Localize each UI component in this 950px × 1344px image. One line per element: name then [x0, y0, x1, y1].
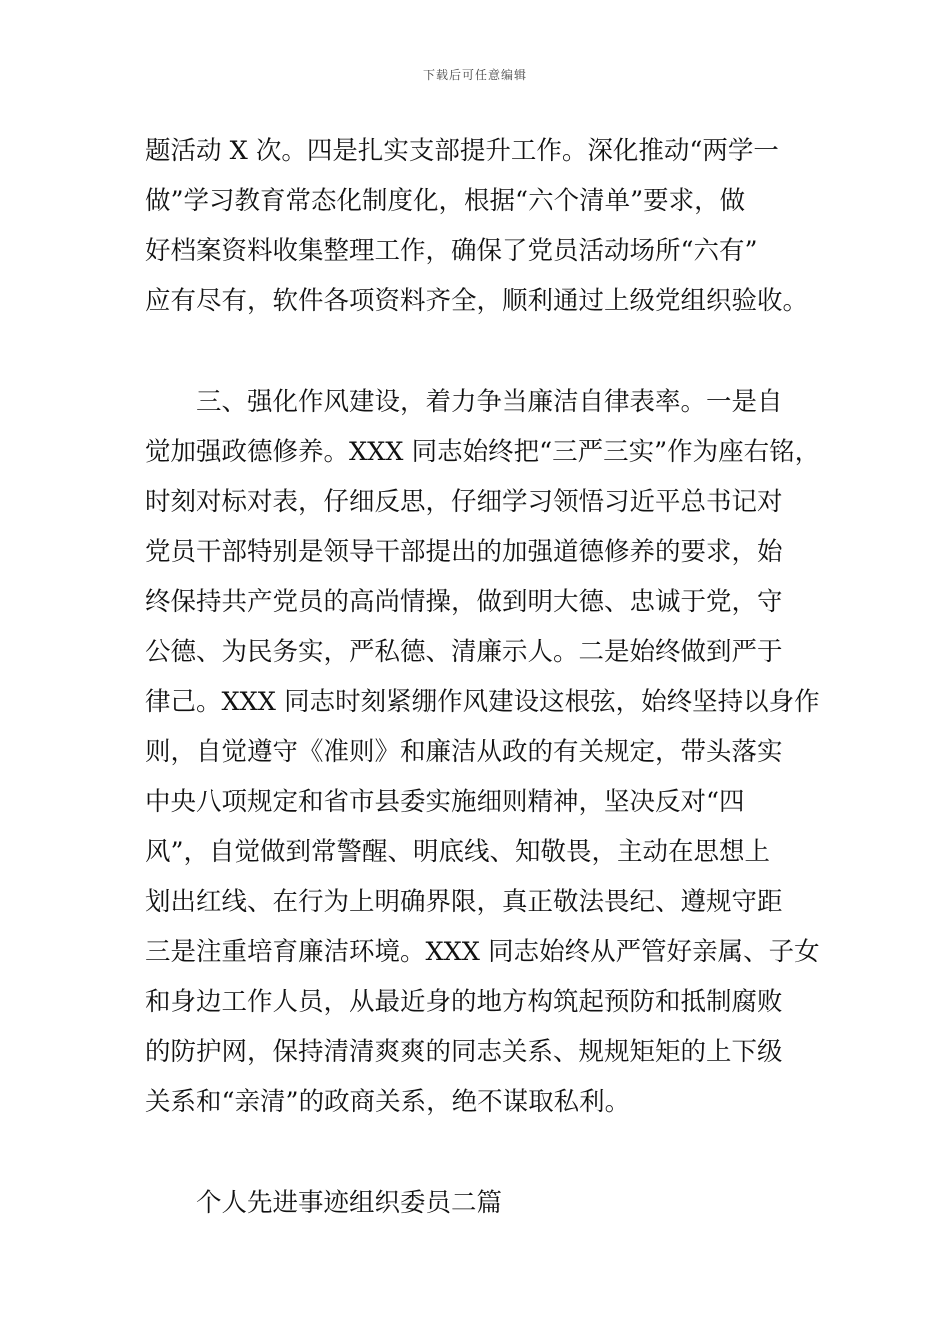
- text-line: 觉加强政德修养。XXX 同志始终把“三严三实”作为座右铭，: [145, 437, 821, 467]
- text-line: 风”，自觉做到常警醒、明底线、知敬畏，主动在思想上: [145, 837, 771, 867]
- paragraph-gap: [145, 326, 810, 377]
- text-line: 律己。XXX 同志时刻紧绷作风建设这根弦，始终坚持以身作: [145, 687, 820, 717]
- section-heading: 个人先进事迹组织委员二篇: [145, 1188, 503, 1218]
- text-line: 做”学习教育常态化制度化，根据“六个清单”要求，做: [145, 186, 746, 216]
- text-line: 应有尽有，软件各项资料齐全，顺利通过上级党组织验收。: [145, 286, 809, 316]
- text-line: 好档案资料收集整理工作，确保了党员活动场所“六有”: [145, 236, 758, 266]
- text-line: 和身边工作人员，从最近身的地方构筑起预防和抵制腐败: [145, 987, 783, 1017]
- page-header: 下载后可任意编辑: [422, 68, 527, 82]
- text-line: 时刻对标对表，仔细反思，仔细学习领悟习近平总书记对: [145, 487, 783, 517]
- text-line: 题活动 X 次。四是扎实支部提升工作。深化推动“两学一: [145, 136, 779, 166]
- paragraph-gap: [145, 1127, 810, 1178]
- document-body: [145, 126, 821, 1228]
- paragraph-1: [145, 126, 810, 326]
- text-line: 党员干部特别是领导干部提出的加强道德修养的要求，始: [145, 537, 783, 567]
- text-line: 终保持共产党员的高尚情操，做到明大德、忠诚于党，守: [145, 587, 783, 617]
- text-line: 三、强化作风建设，着力争当廉洁自律表率。一是自: [145, 387, 783, 417]
- text-line: 公德、为民务实，严私德、清廉示人。二是始终做到严于: [145, 637, 783, 667]
- text-line: 三是注重培育廉洁环境。XXX 同志始终从严管好亲属、子女: [145, 937, 820, 967]
- text-line: 划出红线、在行为上明确界限，真正敬法畏纪、遵规守距: [145, 887, 783, 917]
- text-line: 中央八项规定和省市县委实施细则精神，坚决反对“四: [145, 787, 745, 817]
- text-line: 的防护网，保持清清爽爽的同志关系、规规矩矩的上下级: [145, 1037, 783, 1067]
- text-line: 则，自觉遵守《准则》和廉洁从政的有关规定，带头落实: [145, 737, 783, 767]
- text-line: 关系和“亲清”的政商关系，绝不谋取私利。: [145, 1087, 631, 1117]
- paragraph-2: [145, 377, 821, 1127]
